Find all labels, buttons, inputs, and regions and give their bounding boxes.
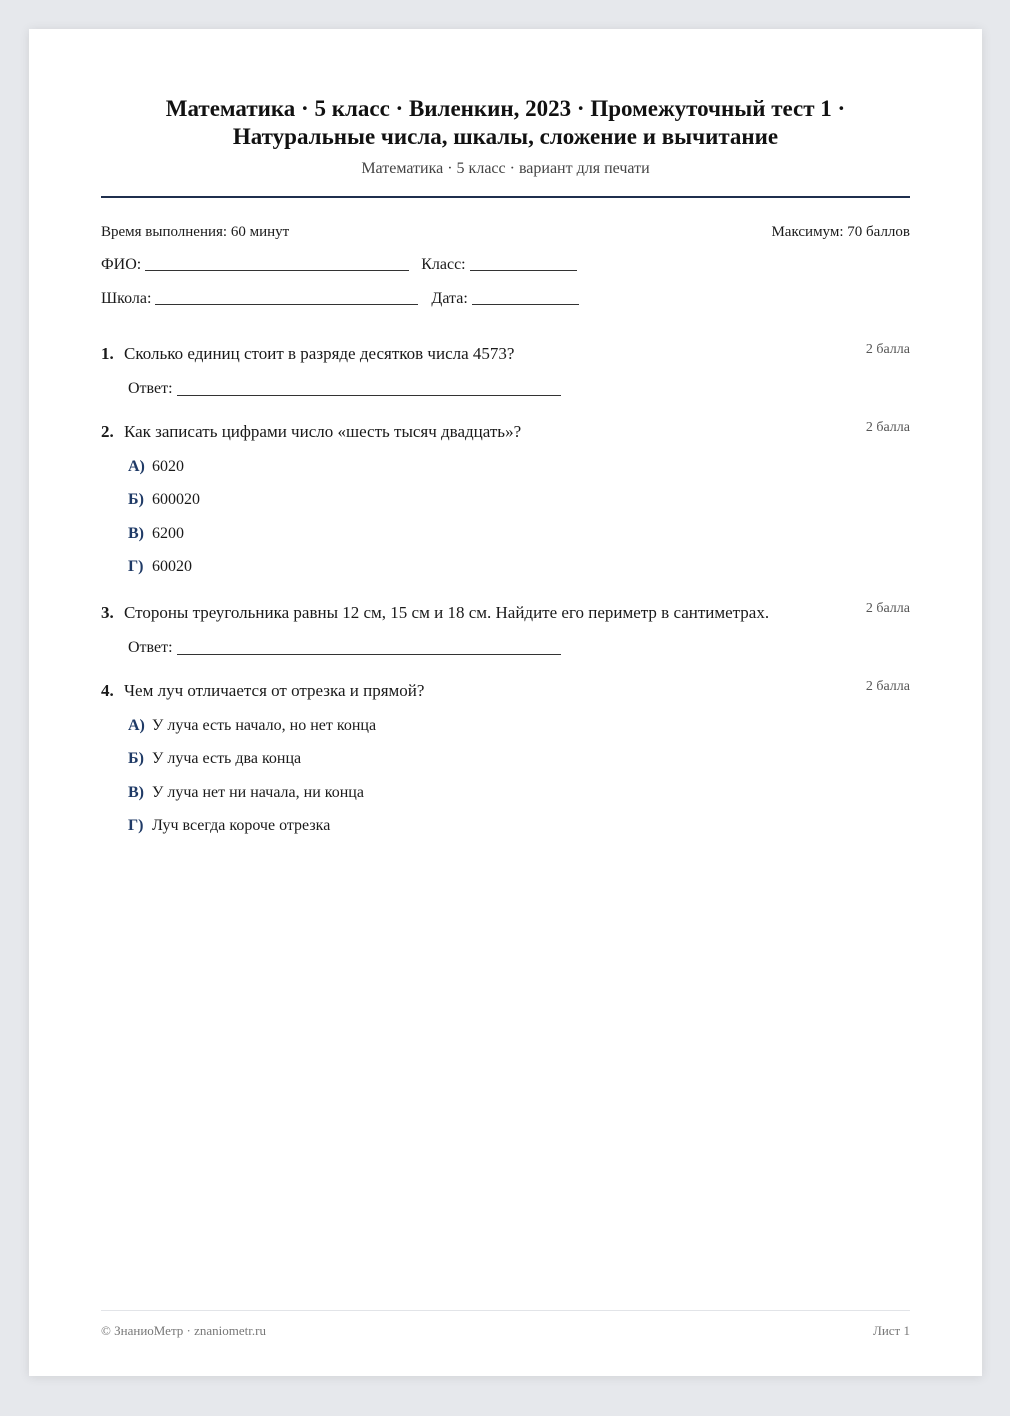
question-number: 1.: [101, 344, 114, 363]
question-header: [101, 422, 910, 442]
option-text: У луча есть два конца: [152, 750, 302, 768]
date-field[interactable]: [472, 292, 579, 305]
question-1: [101, 344, 910, 399]
option-letter: А): [128, 716, 145, 734]
option-a[interactable]: [128, 709, 910, 743]
student-fields-row-1: [101, 256, 910, 274]
header-divider: [101, 196, 910, 198]
option-text: У луча нет ни начала, ни конца: [152, 783, 364, 801]
option-g[interactable]: [128, 551, 910, 585]
question-header: [101, 603, 910, 623]
answer-label: Ответ:: [128, 639, 173, 656]
title-line-2: Натуральные числа, шкалы, сложение и вычитание: [232, 124, 779, 149]
question-points: 2 балла: [865, 420, 910, 435]
school-label: Школа:: [101, 290, 152, 307]
option-b[interactable]: [128, 484, 910, 518]
option-letter: Б): [128, 750, 144, 768]
option-letter: А): [128, 457, 145, 475]
option-text: 600020: [152, 491, 200, 509]
option-a[interactable]: [128, 450, 910, 484]
question-number: 2.: [101, 422, 114, 441]
date-label: Дата:: [431, 290, 468, 307]
question-header: [101, 344, 910, 364]
option-letter: Б): [128, 491, 144, 509]
question-header: [101, 681, 910, 701]
test-title: [101, 95, 910, 151]
option-v[interactable]: [128, 776, 910, 810]
question-text: Чем луч отличается от отрезка и прямой?: [124, 681, 425, 700]
max-score: Максимум: 70 баллов: [771, 224, 910, 240]
student-fields-row-2: [101, 290, 910, 308]
page-footer: [101, 1310, 910, 1339]
footer-page-number: Лист 1: [873, 1323, 910, 1338]
options-list: [128, 709, 910, 843]
option-letter: В): [128, 783, 144, 801]
test-subtitle: Математика · 5 класс · вариант для печати: [361, 160, 650, 177]
page-content: [101, 29, 910, 1376]
question-text: Стороны треугольника равны 12 см, 15 см и 18 см. Найдите его периметр в сантиметрах.: [124, 603, 770, 622]
question-text: Как записать цифрами число «шесть тысяч двадцать»?: [124, 422, 522, 441]
option-text: У луча есть начало, но нет конца: [152, 716, 377, 734]
time-limit: Время выполнения: 60 минут: [101, 224, 290, 240]
option-text: 60020: [152, 558, 192, 576]
option-letter: Г): [128, 817, 144, 835]
answer-field[interactable]: [177, 383, 561, 396]
answer-row: [128, 379, 910, 399]
school-field[interactable]: [155, 292, 418, 305]
answer-field[interactable]: [177, 642, 561, 655]
option-letter: В): [128, 524, 144, 542]
option-text: Луч всегда короче отрезка: [152, 817, 331, 835]
option-b[interactable]: [128, 743, 910, 777]
option-v[interactable]: [128, 517, 910, 551]
question-3: [101, 603, 910, 658]
question-text: Сколько единиц стоит в разряде десятков числа 4573?: [124, 344, 515, 363]
question-number: 4.: [101, 681, 114, 700]
option-text: 6200: [152, 524, 184, 542]
question-4: [101, 681, 910, 843]
class-label: Класс:: [421, 256, 466, 273]
question-points: 2 балла: [865, 679, 910, 694]
footer-copyright: © ЗнаниоМетр · znaniometr.ru: [101, 1323, 266, 1338]
class-field[interactable]: [470, 258, 577, 271]
options-list: [128, 450, 910, 584]
name-label: ФИО:: [101, 256, 142, 273]
name-field[interactable]: [145, 258, 409, 271]
answer-label: Ответ:: [128, 380, 173, 397]
question-points: 2 балла: [865, 342, 910, 357]
page-sheet: [29, 29, 982, 1376]
title-line-1: Математика · 5 класс · Виленкин, 2023 · Промежуточный тест 1 ·: [165, 96, 846, 121]
answer-row: [128, 638, 910, 658]
question-2: [101, 422, 910, 584]
option-text: 6020: [152, 457, 184, 475]
option-letter: Г): [128, 558, 144, 576]
question-points: 2 балла: [865, 601, 910, 616]
question-number: 3.: [101, 603, 114, 622]
option-g[interactable]: [128, 810, 910, 844]
meta-row: [101, 223, 910, 241]
